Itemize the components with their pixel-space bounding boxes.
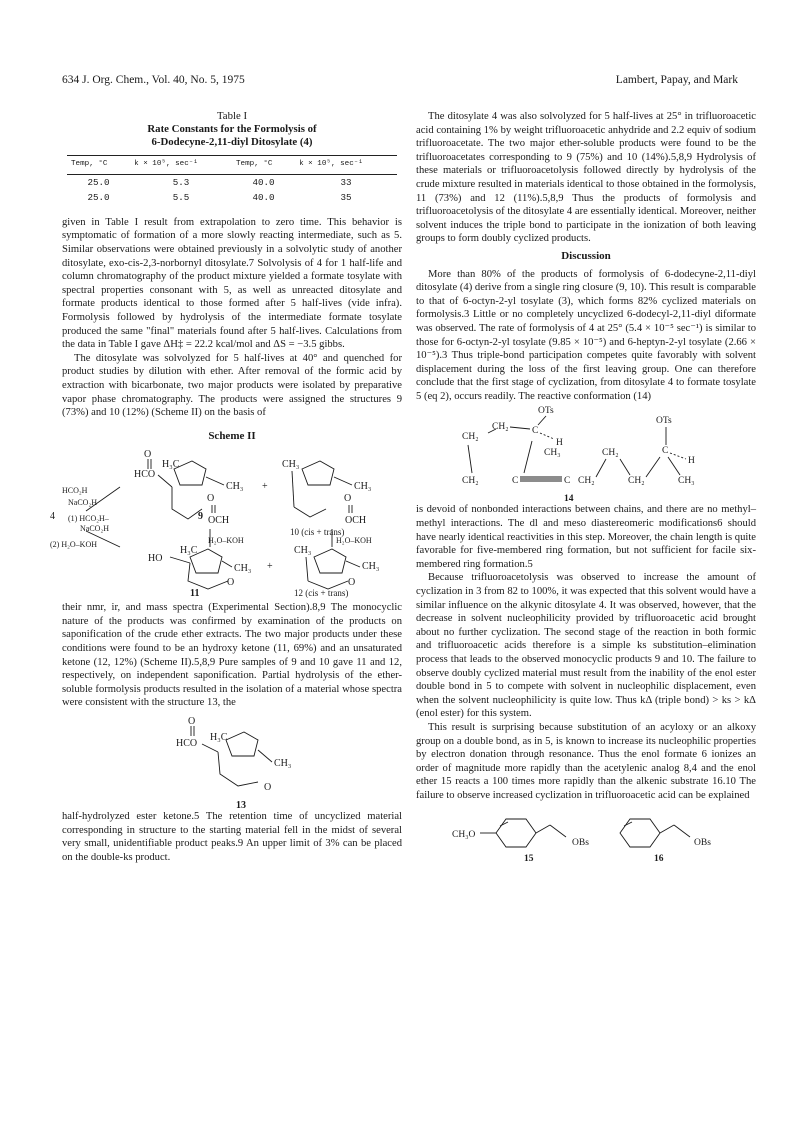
table-cell: 40.0 xyxy=(252,192,275,204)
ots-label: OTs xyxy=(656,416,672,427)
o-label: O xyxy=(344,493,352,505)
compounds-15-16-diagram xyxy=(416,809,756,865)
ch2-label: CH₂ xyxy=(492,422,509,433)
ch3o-label: CH₃O xyxy=(452,829,476,840)
ch3-label: CH₃ xyxy=(678,476,695,487)
scheme-ii-diagram xyxy=(50,447,402,600)
h-label: H xyxy=(688,456,695,467)
compound-12-number: 12 (cis + trans) xyxy=(294,588,349,599)
obs-label: OBs xyxy=(572,837,589,848)
ch3-label: CH₃ xyxy=(354,481,372,493)
table-title-line2: 6-Dodecyne-2,11-diyl Ditosylate (4) xyxy=(151,136,313,148)
paragraph: This result is surprising because substitution of an acyloxy or an alkoxy group on a double bond, as in 5, is known to increase its nucleophilic properties by electron donation through resonance. Thus the enol formate 6 ionizes an order of magnitude more rapidly than the acetylenic analog 8,4 and the enol ether 15 reacts a 100 times more rapidly than the alkenic substrate 16.10 The failure to observe increased cyclization in trifluoroacetic acid can be explained xyxy=(416,721,756,801)
ho-label: HO xyxy=(148,553,163,565)
ch2-label: CH₂ xyxy=(578,476,595,487)
table-header: Temp, °C xyxy=(232,156,295,175)
table-cell: 25.0 xyxy=(87,192,110,204)
ch2-label: CH₂ xyxy=(628,476,645,487)
compound-16-number: 16 xyxy=(654,853,664,864)
hco-label: HCO xyxy=(134,469,156,481)
o-label: O xyxy=(264,782,272,794)
paragraph: given in Table I result from extrapolation to zero time. This behavior is symptomatic of formation of a more slowly reacting intermediate, such as 5. Similar observations were obtained previously in a solvolytic study of another ditosylate, exo-cis-2,3-norbornyl ditosylate.7 Solvolysis of 4 for 1 half-life and column chromatography of the product mixture yielded a formate tosylate with spectral properties consonant with 5, as well as unreacted ditosylate and formate products identical to those formed after 5 half-lives (vide infra). Formolysis followed by hydrolysis of the intermediate formate tosylate produced the same "final" materials found after 5 half-lives. Calculations from the data in Table I gave ΔH‡ = 22.2 kcal/mol and ΔS = −3.5 gibbs. xyxy=(62,216,402,351)
paragraph: More than 80% of the products of formolysis of 6-dodecyne-2,11-diyl ditosylate (4) derive from a single ring closure (9, 10). This result is comparable to that of 6-octyn-2-yl tosylate (3), which forms 82% cyclized materials on formolysis.3 Little or no completely uncyclized 6-dodecyl-2,11-diyl diformate was observed. The rate of formolysis of 4 at 25° (5.4 × 10⁻⁵ sec⁻¹) is similar to those for 6-octyn-2-yl tosylate (9.85 × 10⁻⁵) and 6-heptyn-2-yl tosylate (2.66 × 10⁻⁵).3 Thus triple-bond participation competes quite favorably with solvent displacement during the loss of the first leaving group. One can therefore conclude that the first stage of cyclization, from ditosylate 4 to formate tosylate 5 (eq 2), occurs readily. The reactive conformation (14) xyxy=(416,268,756,402)
table-cell: 5.5 xyxy=(172,192,190,204)
right-column xyxy=(416,110,756,865)
ch3-label: CH₃ xyxy=(294,545,312,557)
table-cell: 25.0 xyxy=(87,176,110,188)
paragraph: The ditosylate 4 was also solvolyzed for 5 half-lives at 25° in trifluoroacetic acid containing 1% by weight trifluoroacetic anhydride and 2.2 equiv of sodium trifluoroacetate. The two major ether-soluble products were found to be the trifluoroacetates corresponding to 9 (75%) and 10 (14%).5,8,9 Hydrolysis of these materials or trifluoroacetolysis followed directly by hydrolysis of the crude mixture resulted in materials identical to those obtained in the formolysis, 11 (73%) and 12 (11%).5,8,9 Thus the products of formolysis and trifluoroacetolysis of the ditosylate 4 are essentially identical. Moreover, neither solvent induces the triple bond to participate in the ionization of both leaving groups to form doubly cyclized products. xyxy=(416,111,756,245)
table-cell: 40.0 xyxy=(252,176,275,188)
rate-constants-table xyxy=(67,155,397,206)
c-label: C xyxy=(662,446,669,457)
table-caption xyxy=(62,110,402,149)
compound-4-number: 4 xyxy=(50,511,55,523)
ch2-label: CH₂ xyxy=(462,476,479,487)
ch2-label: CH₂ xyxy=(462,432,479,443)
h3c-label: H₃C xyxy=(180,545,198,557)
left-column xyxy=(50,110,402,864)
compound-15-number: 15 xyxy=(524,853,534,864)
c-label: C xyxy=(564,476,571,487)
h3c-label: H₃C xyxy=(210,732,228,744)
koh-label: H₂O–KOH xyxy=(208,536,244,546)
formate-o: O xyxy=(144,449,152,461)
ch3-label: CH₃ xyxy=(234,563,252,575)
ch3-label: CH₃ xyxy=(274,758,292,770)
compound-10-number: 10 (cis + trans) xyxy=(290,527,345,538)
o-label: O xyxy=(227,577,235,589)
koh-label: H₂O–KOH xyxy=(336,536,372,546)
scheme-title: Scheme II xyxy=(208,429,256,442)
paragraph: their nmr, ir, and mass spectra (Experimental Section).8,9 The monocyclic nature of the products was confirmed by examination of the products on saponification of the crude ether extracts. The two major products under these conditions were found to be an hydroxy ketone (11, 69%) and an unsaturated ketone (12, 12%) (Scheme II).5,8,9 Pure samples of 9 and 10 gave 11 and 12, respectively, on independent saponification. Partial hydrolysis of the ether-soluble formolysis products resulted in the isolation of a material whose spectra were consistent with the structure 13, the xyxy=(62,602,402,709)
ots-label: OTs xyxy=(538,406,554,417)
ch3-label: CH₃ xyxy=(544,448,561,459)
running-header-left: 634 J. Org. Chem., Vol. 40, No. 5, 1975 xyxy=(62,74,245,86)
compound-14-diagram xyxy=(416,403,756,503)
paragraph: Because trifluoroacetolysis was observed to increase the amount of cyclization in 3 from 82 to 100%, it was expected that this solvent would have a similar influence on the alkynic ditosylate 4. It was observed, however, that the decrease in solvent nucleophilicity provided by trifluoroacetic acid brought about no further cyclization. The second stage of the reaction in both formic and trifluoroacetic acids therefore is a simple ks substitution–elimination process that leads to the observed monocyclic products 9 and 10. The failure to observe doubly cyclized material must result from the inability of the enol ester double bond in 5 to compete with solvent in nucleophilic displacement, even when the solvent nucleophilicity is quite low. Thus kΔ (triple bond) > ks > kΔ (enol ester) for this system. xyxy=(416,572,756,720)
table-cell: 35 xyxy=(340,192,352,204)
compound-13-diagram xyxy=(62,710,402,810)
compound-13-number: 13 xyxy=(236,800,246,812)
h3c-label: H₃C xyxy=(162,459,180,471)
paragraph: is devoid of nonbonded interactions between chains, and there are no methyl–methyl interactions. The dl and meso diastereomeric modifications6 should have nearly identical reactivities in this step. Moreover, the chain length is quite favorable for five-membered ring formation, but not sufficient for facile six-membered ring formation.5 xyxy=(416,504,756,570)
o-label: O xyxy=(207,493,215,505)
table-cell: 5.3 xyxy=(172,176,190,188)
plus-sign: + xyxy=(262,481,268,493)
hco2h-label: HCO₂H xyxy=(62,486,88,496)
ch3-label: CH₃ xyxy=(362,561,380,573)
step2-label: (2) H₂O–KOH xyxy=(50,540,98,550)
och-label: OCH xyxy=(345,515,367,527)
compound-9-number: 9 xyxy=(198,511,203,523)
c-label: C xyxy=(532,426,539,437)
paragraph: half-hydrolyzed ester ketone.5 The retention time of uncyclized material corresponding in structure to the starting material fell in the midst of several very small, unidentifiable product peaks.9 An upper limit of 3% can be placed on the double-ks product. xyxy=(62,811,402,863)
section-heading: Discussion xyxy=(561,249,611,262)
hco-label: HCO xyxy=(176,738,198,750)
paragraph: The ditosylate was solvolyzed for 5 half-lives at 40° and quenched for product studies by dilution with ether. After removal of the formic acid by extraction with bicarbonate, two major products were isolated by preparative vapor phase chromatography. The products were assigned the structures 9 (73%) and 10 (12%) (Scheme II) on the basis of xyxy=(62,352,402,419)
c-label: C xyxy=(512,476,519,487)
compound-14-number: 14 xyxy=(564,494,574,505)
step1-label: (1) HCO₂H– xyxy=(68,514,109,524)
running-header-right: Lambert, Papay, and Mark xyxy=(615,74,738,86)
table-cell: 33 xyxy=(340,176,352,188)
step1b-label: NaCO₂H xyxy=(80,524,110,534)
ch2-label: CH₂ xyxy=(602,448,619,459)
ch3-label: CH₃ xyxy=(282,459,300,471)
compound-11-number: 11 xyxy=(190,588,200,600)
table-row xyxy=(67,190,397,206)
table-title-line1: Rate Constants for the Formolysis of xyxy=(147,123,317,135)
plus-sign: + xyxy=(267,561,273,573)
h-label: H xyxy=(556,438,563,449)
table-row xyxy=(67,174,397,190)
naco2h-label: NaCO₂H xyxy=(68,498,98,508)
obs-label: OBs xyxy=(694,837,711,848)
table-header: Temp, °C xyxy=(67,156,130,175)
table-header: k × 10⁵, sec⁻¹ xyxy=(295,156,397,175)
ch3-label: CH₃ xyxy=(226,481,244,493)
table-header: k × 10⁵, sec⁻¹ xyxy=(130,156,232,175)
o-label: O xyxy=(348,577,356,589)
och-label: OCH xyxy=(208,515,230,527)
table-label: Table I xyxy=(216,110,248,122)
formate-o: O xyxy=(188,716,196,728)
